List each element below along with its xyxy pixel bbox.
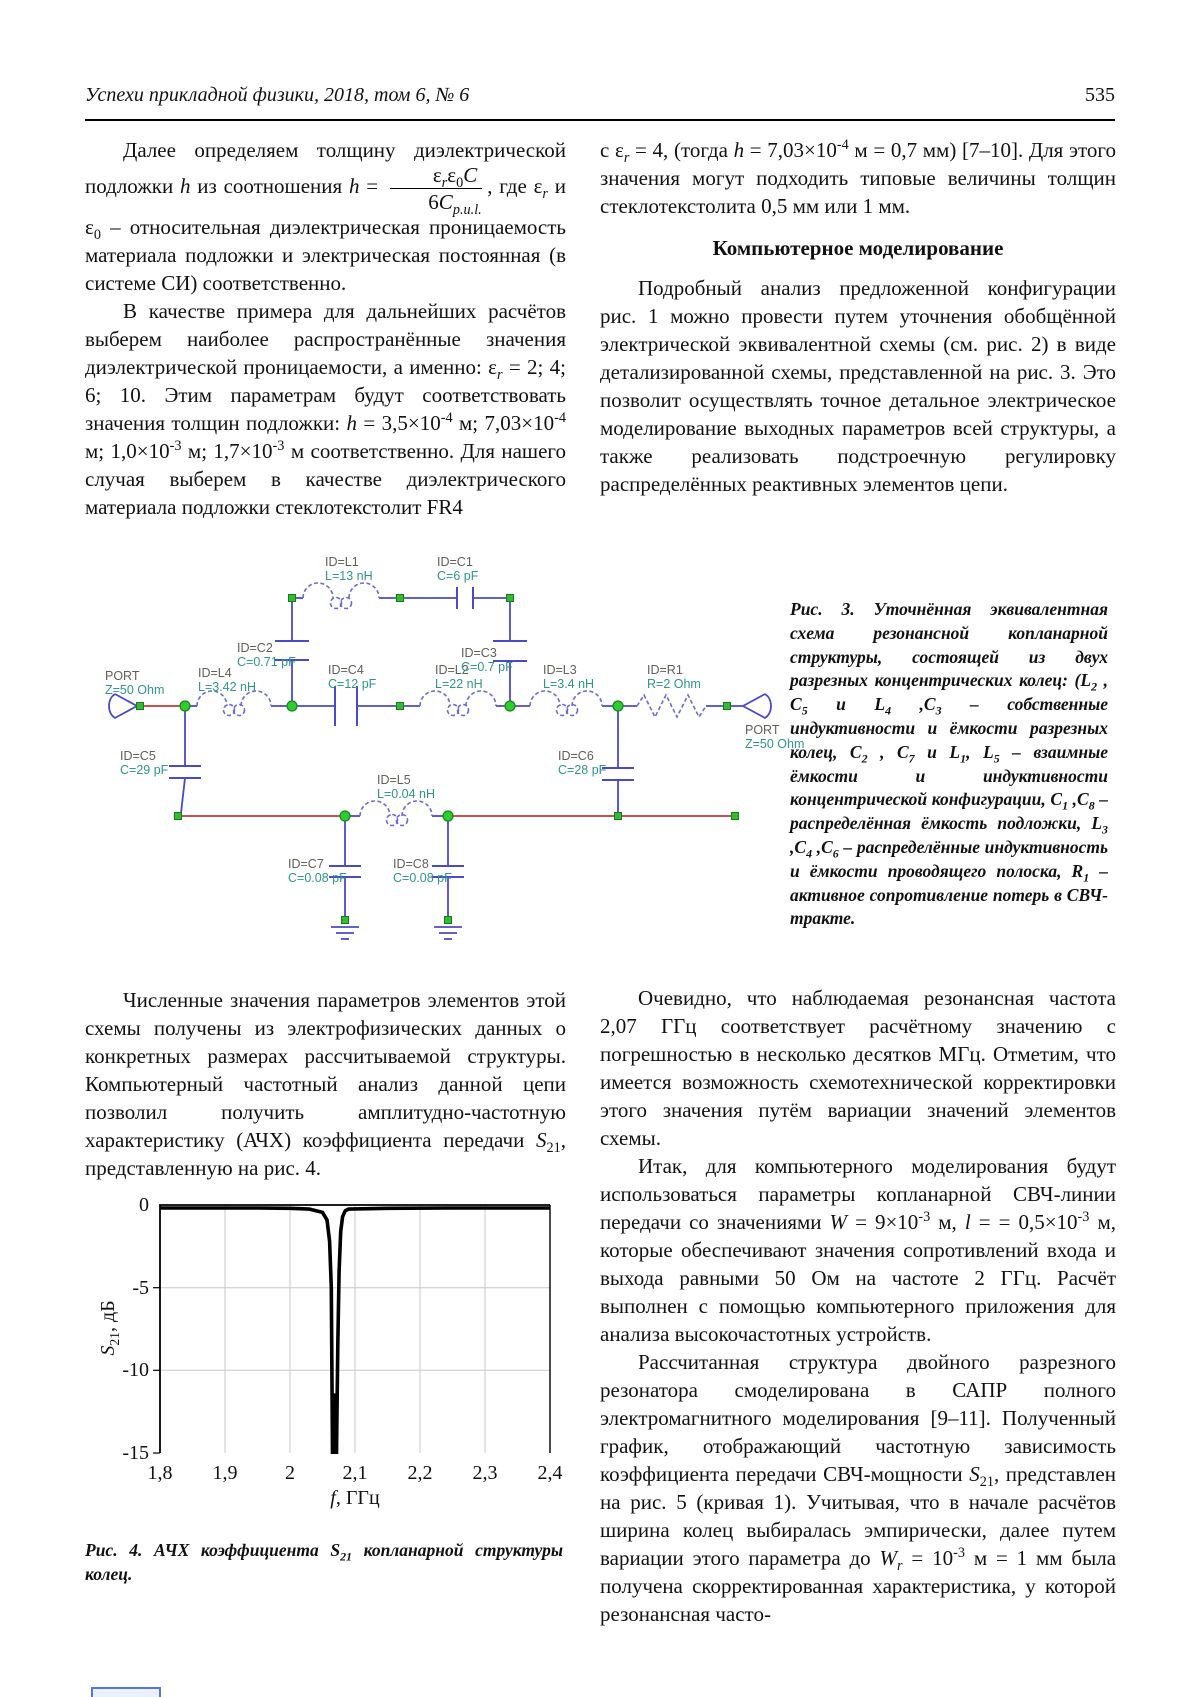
capacitor-C2 <box>275 598 309 703</box>
paragraph: Итак, для компьютерного моделирования будут использоваться параметры копланарной СВЧ-линии передачи со значениями $W = 9\times 10^{-3}$ м, l = = $0,5\times 10^{-3}$ м, которые обеспечивают значения сопротивлений входа и выхода равными 50 Ом на частоте 2 ГГц. Расчёт выполнен с помощью компьютерного приложения для анализа высокочастотных устройств. <box>600 1154 1117 1346</box>
y-tick-label: 0 <box>139 1194 149 1216</box>
component-value: C=28 pF <box>558 763 607 777</box>
component-label: ID=L3 <box>543 663 577 677</box>
component-label: ID=R1 <box>647 663 683 677</box>
inductor-L3 <box>530 691 602 716</box>
port-left-icon <box>109 694 137 718</box>
figure4-s21-chart <box>85 1178 565 1513</box>
port-left-impedance: Z=50 Ohm <box>105 683 165 697</box>
y-axis-label: $S_{21}$, дБ <box>97 1300 122 1356</box>
chart-gridlines <box>160 1205 550 1453</box>
header-rule <box>85 119 1115 121</box>
paragraph: Численные значения параметров элементов этой схемы получены из электрофизических данных о конкретных размерах рассчитываемой структуры. Компьютерный частотный анализ данной цепи позволил получить амплитудно-частотную характеристику (АЧХ) коэффициента передачи $S_{21}$, представленную на рис. 4. <box>85 988 566 1180</box>
component-label: ID=C1 <box>437 555 473 569</box>
figure3-circuit-schematic <box>85 498 825 968</box>
component-value: L=3.4 nH <box>543 677 595 691</box>
paragraph: В качестве примера для дальнейших расчётов выберем наиболее распространённые значения диэлектрической проницаемости, а именно: $\varepsilon_r = 2$; 4; 6; 10. Этим параметрам будут соответствовать значения толщин подложки: $h = 3,5\times 10^{-4}$ м; $7,03\times 10^{-4}$ м; $1,0\times 10^{-3}$ м; $1,7\times 10^{-3}$ м соответственно. Для нашего случая выберем в качестве диэлектрического материала подложки стеклотекстолит FR4 <box>85 299 567 520</box>
paragraph: Подробный анализ предложенной конфигурации рис. 1 можно провести путем уточнения обобщённой электрической эквивалентной схемы (см. рис. 2) в виде детализированной схемы, представленной на рис. 3. Это позволит осуществлять точное детальное электрическое моделирование выходных параметров всей структуры, а также реализовать подстроечную регулировку распределённых реактивных элементов цепи. <box>600 276 1116 496</box>
component-label: ID=C4 <box>328 663 364 677</box>
x-tick-label: 1,9 <box>212 1462 238 1484</box>
paragraph: Рассчитанная структура двойного разрезного резонатора смоделирована в САПР полного электромагнитного моделирования [9–11]. Полученный график, отображающий частотную зависимость коэффициента передачи СВЧ-мощности $S_{21}$, представлен на рис. 5 (кривая 1). Учитывая, что в начале расчётов ширина колец выбиралась эмпирически, далее путем вариации этого параметра до $W_r = 10^{-3}$ м = 1 мм была получена скорректированная характеристика, у которой резонансная часто- <box>600 1350 1117 1626</box>
chart-axes <box>153 1205 550 1453</box>
inductor-L1 <box>303 583 379 609</box>
component-label: ID=L4 <box>198 666 232 680</box>
left-column-top <box>85 136 566 521</box>
x-tick-label: 2,3 <box>472 1462 498 1484</box>
right-column-bottom <box>600 984 1116 1628</box>
capacitor-C3 <box>493 598 527 703</box>
paragraph: с $\varepsilon_r = 4$, (тогда $h = 7,03\times 10^{-4}$ м = 0,7 мм) [7–10]. Для этого значения могут подходить типовые величины толщин стеклотекстолита 0,5 мм или 1 мм. <box>600 137 1117 218</box>
ground-icon <box>434 927 462 939</box>
capacitor-C5 <box>169 710 201 813</box>
component-value: C=6 pF <box>437 569 479 583</box>
component-label: ID=C5 <box>120 749 156 763</box>
y-tick-label: -5 <box>132 1277 149 1299</box>
journal-header: Успехи прикладной физики, 2018, том 6, № 6 <box>85 84 470 106</box>
inductor-L4 <box>197 691 271 716</box>
component-value: C=0.08 pF <box>393 871 452 885</box>
y-tick-label: -10 <box>122 1359 149 1381</box>
x-tick-label: 2,1 <box>342 1462 368 1484</box>
component-value: C=12 pF <box>328 677 377 691</box>
x-tick-label: 1,8 <box>147 1462 173 1484</box>
paragraph: Очевидно, что наблюдаемая резонансная частота 2,07 ГГц соответствует расчётному значению с погрешностью в несколько десятков МГц. Отметим, что имеется возможность схемотехнической корректировки этого значения путём вариации значений элементов схемы. <box>600 986 1116 1150</box>
ground-icon <box>331 927 359 939</box>
left-column-middle <box>85 986 566 1182</box>
page-number: 535 <box>1085 84 1115 106</box>
component-label: ID=C8 <box>393 857 429 871</box>
capacitor-C7 <box>329 820 361 917</box>
inductor-L2 <box>420 691 496 716</box>
x-tick-label: 2,4 <box>537 1462 563 1484</box>
component-value: R=2 Ohm <box>647 677 701 691</box>
component-label: ID=L1 <box>325 555 359 569</box>
component-label: ID=C7 <box>288 857 324 871</box>
capacitor-C4 <box>335 686 357 726</box>
figure3-caption: Рис. 3. Уточнённая эквивалентная схема резонансной копланарной структуры, состоящей из двух разрезных концентрических колец: ($L_2$ , $C_5$ и $L_4$ $,C_3$ – собственные индуктивности и ёмкости разрезных колец, $C_2$ , $C_7$ и $L_1$, $L_5$ – взаимные ёмкости и индуктивности концентрической конфигурации, $C_1$ $,C_8$ – распределённая ёмкость подложки, $L_3$ $,C_4$ $,C_6$ – распределённые индуктивность и ёмкости проводящего полоска, $R_1$ – активное сопротивление потерь в СВЧ-тракте. <box>790 599 1109 929</box>
x-axis-label: f, ГГц <box>330 1487 380 1509</box>
component-value: L=3.42 nH <box>198 680 257 694</box>
resistor-R1 <box>637 695 706 717</box>
component-label: ID=L2 <box>435 663 469 677</box>
component-value: C=0.71 pF <box>237 655 296 669</box>
section-heading: Компьютерное моделирование <box>712 236 1004 260</box>
component-value: C=0.08 pF <box>288 871 347 885</box>
inductor-L5 <box>360 801 432 826</box>
component-value: L=0.04 nH <box>377 787 436 801</box>
x-tick-label: 2 <box>285 1462 295 1484</box>
port-right-icon <box>743 694 771 718</box>
capacitor-C8 <box>432 820 464 917</box>
port-right-label: PORT <box>745 723 780 737</box>
port-left-label: PORT <box>105 669 140 683</box>
capacitor-C6 <box>602 710 634 813</box>
paragraph: Далее определяем толщину диэлектрической подложки h из соотношения h = $\frac{\varepsilon_r\varepsilon_0C}{6C_{p.u.l.}}$ , где $\varepsilon_r$ и $\varepsilon_0$ – относительная диэлектрическая проницаемость материала подложки и электрическая постоянная (в системе СИ) соответственно. <box>85 138 566 296</box>
component-label: ID=C3 <box>461 646 497 660</box>
figure4-caption: Рис. 4. АЧХ коэффициента $S_{21}$ копланарной структуры колец. <box>85 1540 563 1584</box>
page-edge-artifact <box>91 1687 161 1697</box>
capacitor-C1 <box>457 587 473 609</box>
x-tick-label: 2,2 <box>407 1462 433 1484</box>
right-column-top <box>600 136 1116 498</box>
wires <box>143 598 743 816</box>
component-value: L=13 nH <box>325 569 373 583</box>
component-label: ID=C2 <box>237 641 273 655</box>
y-tick-label: -15 <box>122 1442 149 1464</box>
component-label: ID=L5 <box>377 773 411 787</box>
port-right-impedance: Z=50 Ohm <box>745 737 805 751</box>
component-value: L=22 nH <box>435 677 483 691</box>
component-value: C=29 pF <box>120 763 169 777</box>
component-value: C=0.7 pF <box>461 660 513 674</box>
component-label: ID=C6 <box>558 749 594 763</box>
